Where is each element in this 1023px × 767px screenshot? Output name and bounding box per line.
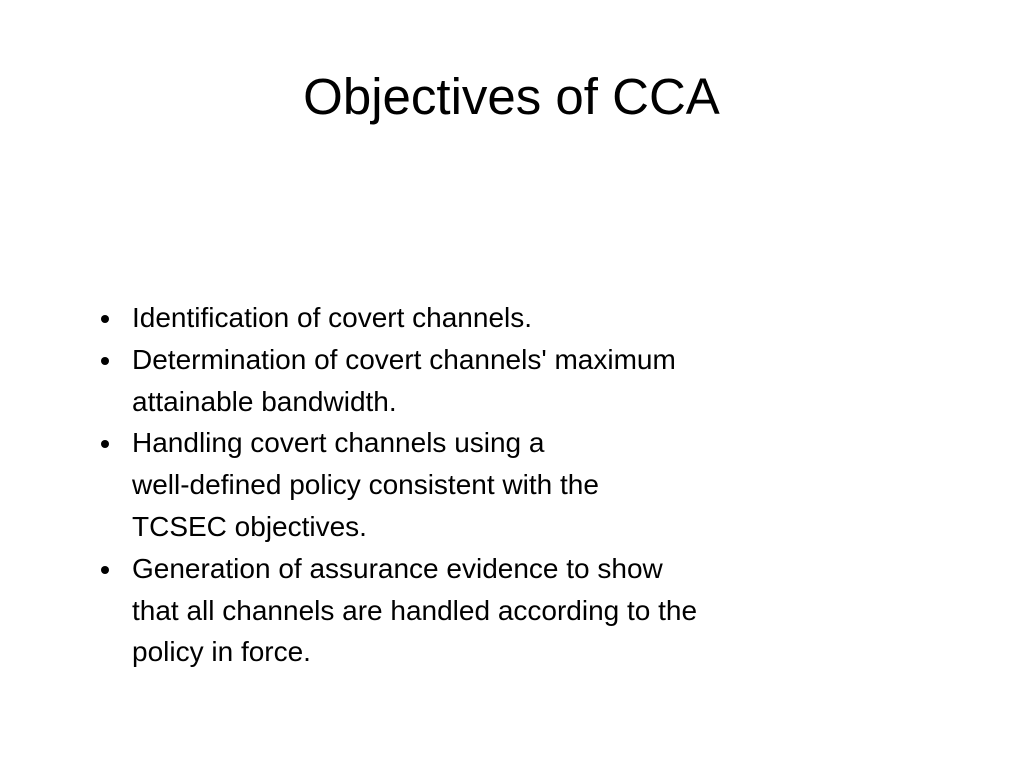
- bullet-item: [98, 422, 858, 547]
- bullet-text-line: Identification of covert channels.: [132, 302, 533, 333]
- bullet-item: [98, 548, 858, 673]
- bullet-list: [98, 297, 858, 673]
- bullet-dot-icon: [101, 357, 109, 365]
- bullet-text-line: Handling covert channels using a: [132, 427, 545, 459]
- bullet-text-line: well-defined policy consistent with the: [132, 469, 599, 501]
- bullet-dot-icon: [101, 566, 109, 574]
- bullet-text-line: Generation of assurance evidence to show: [132, 552, 663, 584]
- bullet-text-line: policy in force.: [132, 636, 311, 668]
- bullet-dot-icon: [101, 315, 109, 323]
- bullet-item: [98, 297, 858, 339]
- bullet-text-line: that all channels are handled according to the: [132, 594, 698, 626]
- bullet-dot-icon: [101, 440, 109, 448]
- bullet-text-line: Determination of covert channels' maximum: [132, 343, 676, 375]
- bullet-text-line: attainable bandwidth.: [132, 385, 397, 417]
- bullet-item: [98, 339, 858, 423]
- bullet-text-line: TCSEC objectives.: [132, 510, 367, 542]
- slide-title: Objectives of CCA: [303, 68, 720, 125]
